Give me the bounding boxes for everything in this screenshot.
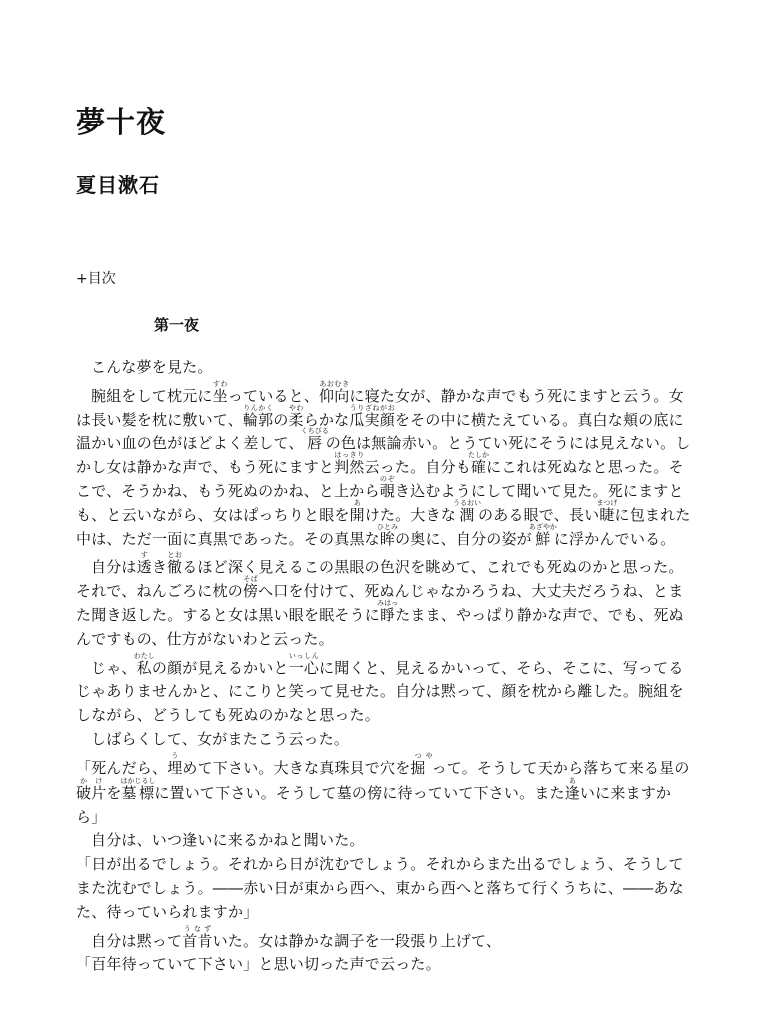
paragraph: 自分は透すき徹とおるほど深く見えるこの黒眼の色沢を眺めて、これでも死ぬのかと思った。それで、ねんごろに枕の傍そばへ口を付けて、死ぬんじゃなかろうね、大丈夫だろうね、とまた聞き返した。すると女は黒い眼を眠そうに睜みはったまま、やっぱり静かな声で、でも、死ぬんですもの、仕方がないわと云った。 (76, 551, 684, 648)
ruby-word: 埋う (167, 751, 183, 777)
paragraph: 自分は黙って首肯うなずいた。女は静かな調子を一段張り上げて、 (91, 924, 502, 950)
paragraph: 腕組をして枕元に坐すわっていると、仰向あおむきに寝た女が、静かな声でもう死にますと云う。女は長い髪を枕に敷いて、輪郭りんかくの柔やわらかな瓜実顔うりざねがおをその中に横たえている。真白な頬の底に温かい血の色がほどよく差して、唇くちびるの色は無論赤い。とうてい死にそうには見えない。しかし女は静かな声で、もう死にますと判然はっきり云った。自分も確たしかにこれは死ぬなと思った。そこで、そうかね、もう死ぬのかね、と上から覗のぞき込むようにして聞いて見た。死にますとも、と云いながら、女はぱっちりと眼を開あけた。大きな潤うるおいのある眼で、長い睫まつげに包まれた中は、ただ一面に真黒であった。その真黒な眸ひとみの奥に、自分の姿が鮮あざやかに浮かんでいる。 (76, 379, 691, 548)
paragraph: しばらくして、女がまたこう云った。 (91, 729, 350, 748)
ruby-word: 睫まつげ (596, 498, 618, 524)
ruby-word: 睜みはっ (377, 598, 399, 624)
ruby-word: 開あ (349, 498, 365, 524)
ruby-word: 一心いっしん (288, 651, 320, 677)
ruby-word: 輪郭りんかく (242, 403, 274, 429)
paragraph: じゃ、私わたしの顔が見えるかいと一心いっしんに聞くと、見えるかいって、そら、そこに、写ってるじゃありませんかと、にこりと笑って見せた。自分は黙って、顔を枕から離した。腕組をしながら、どうしても死ぬのかなと思った。 (76, 651, 684, 725)
ruby-word: 傍そば (242, 575, 259, 601)
dialogue-paragraph: 「百年待っていて下さい」と思い切った声で云った。 (76, 955, 441, 974)
paragraph: こんな夢を見た。 (91, 358, 213, 376)
ruby-word: 仰向あおむき (319, 379, 350, 405)
ruby-word: 眸ひとみ (376, 522, 398, 548)
ruby-word: 片け (91, 776, 107, 802)
ruby-word: 掘つ (410, 751, 426, 777)
chapter-text (76, 356, 692, 977)
ruby-word: 鮮あざやか (528, 522, 557, 548)
toc-toggle[interactable]: +目次 (76, 271, 116, 287)
ruby-word: 判然はっきり (334, 451, 365, 477)
ruby-word: 私わたし (133, 651, 155, 677)
ruby-word: 唇くちびる (300, 427, 329, 453)
ruby-word: 瓜実顔うりざねがお (349, 403, 395, 429)
book-title: 夢十夜 (76, 105, 167, 139)
ruby-word: や (425, 751, 433, 760)
ruby-word: 徹とお (167, 551, 183, 577)
ruby-word: 柔やわ (288, 403, 304, 429)
ruby-word: 潤うるおい (453, 498, 482, 524)
dialogue-paragraph: 「死んだら、埋うめて下さい。大きな真珠貝で穴を掘つ やって。そうして天から落ちて来る星の破か片けを墓標はかじるしに置いて下さい。そうして墓の傍に待っていて下さい。また逢あいに来ますから」 (76, 751, 690, 826)
ruby-word: 透す (136, 551, 152, 577)
ruby-word: 首肯うなず (182, 924, 213, 950)
ruby-word: 坐すわ (212, 379, 228, 405)
ruby-word: 破か (76, 776, 92, 802)
ruby-word: 墓標はかじるし (120, 776, 156, 802)
ruby-word: 逢あ (564, 776, 580, 802)
ruby-word: 確たしか (468, 451, 490, 477)
chapter-heading: 第一夜 (154, 316, 200, 334)
paragraph: 自分は、いつ逢いに来るかねと聞いた。 (91, 831, 365, 850)
ruby-word: 覗のぞ (379, 474, 395, 500)
author-name: 夏目漱石 (76, 173, 160, 197)
dialogue-paragraph: 「日が出るでしょう。それから日が沈むでしょう。それからまた出るでしょう、そうしてまた沈むでしょう。――赤い日が東から西へ、東から西へと落ちて行くうちに、――あなた、待っていられますか」 (76, 855, 684, 921)
